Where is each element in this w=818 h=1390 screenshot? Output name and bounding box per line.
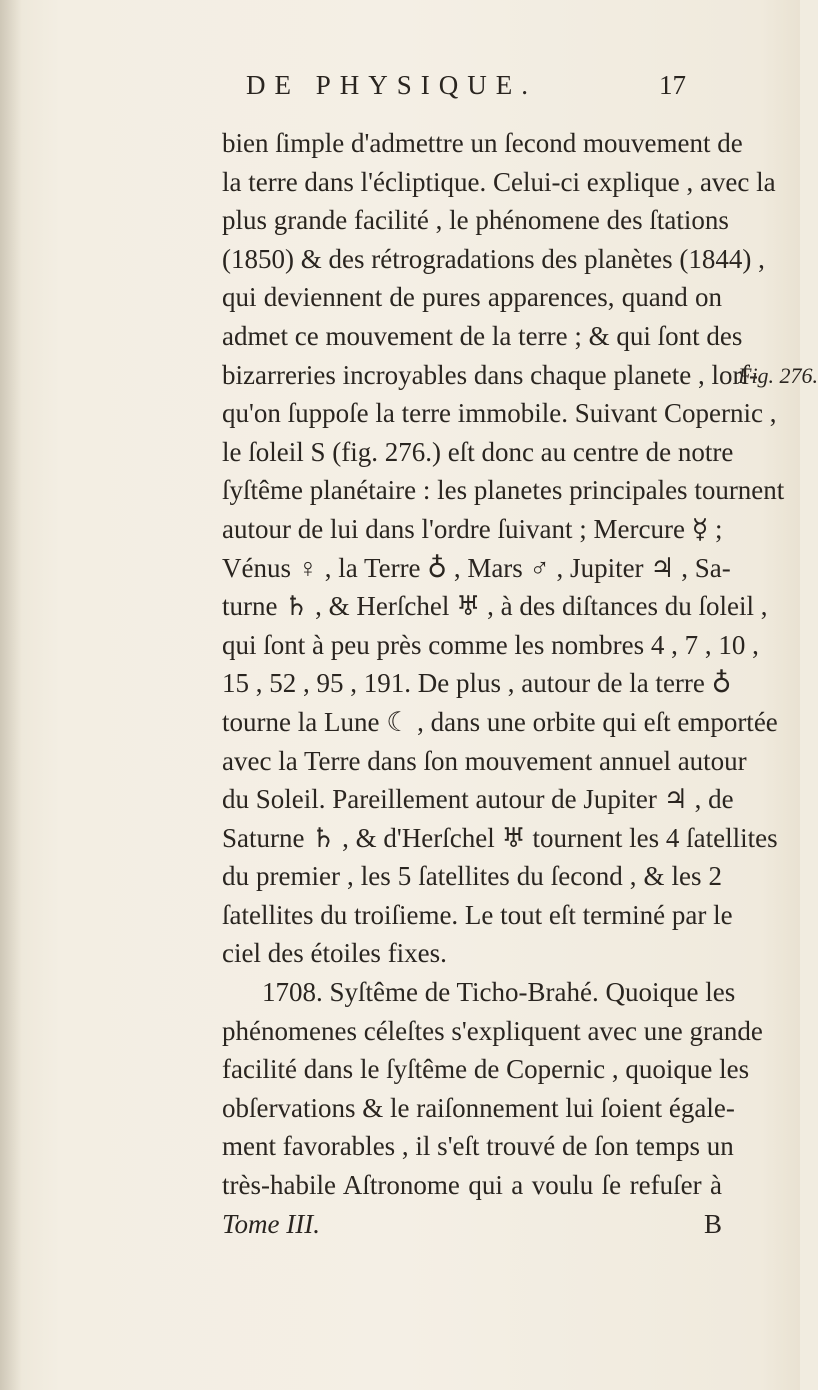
page-footer [222, 1205, 722, 1244]
text-line: tourne la Lune ☾ , dans une orbite qui eſt emportée [222, 706, 778, 737]
text-line: phénomenes céleſtes s'expliquent avec une grande [222, 1015, 763, 1046]
text-line: plus grande facilité , le phénomene des ſtations [222, 205, 729, 236]
text-line: très-habile Aſtronome qui a voulu ſe refuſer à [222, 1170, 722, 1201]
text-line: la terre dans l'écliptique. Celui-ci explique , avec la [222, 166, 776, 197]
text-line: ciel des étoiles fixes. [222, 938, 447, 969]
text-line: le ſoleil S (fig. 276.) eſt donc au centre de notre [222, 436, 734, 467]
margin-figure-reference: Fig. 276. [738, 363, 818, 388]
text-line: qui ſont à peu près comme les nombres 4 , 7 , 10 , [222, 629, 759, 660]
text-line: admet ce mouvement de la terre ; & qui ſont des [222, 320, 743, 351]
text-line: du Soleil. Pareillement autour de Jupiter ♃ , de [222, 784, 734, 815]
text-line: Saturne ♄ , & d'Herſchel ♅ tournent les 4 ſatellites [222, 822, 778, 853]
text-line: ſyſtême planétaire : les planetes principales tournent [222, 475, 785, 506]
text-line: autour de lui dans l'ordre ſuivant ; Mercure ☿ ; [222, 513, 723, 544]
text-line: 15 , 52 , 95 , 191. De plus , autour de la terre ♁ [222, 668, 732, 699]
text-line: facilité dans le ſyſtême de Copernic , quoique les [222, 1054, 750, 1085]
text-line: ſatellites du troiſieme. Le tout eſt terminé par le [222, 899, 733, 930]
text-line: bien ſimple d'admettre un ſecond mouvement de [222, 128, 743, 158]
text-line: turne ♄ , & Herſchel ♅ , à des diſtances du ſoleil , [222, 591, 768, 622]
text-line: obſervations & le raiſonnement lui ſoient égale- [222, 1092, 735, 1123]
volume-label: Tome III. [222, 1208, 320, 1239]
paragraph-heading-line: 1708. Syſtême de Ticho-Brahé. Quoique les [262, 977, 736, 1008]
page-number: 17 [659, 70, 686, 100]
running-head: DE PHYSIQUE. [246, 70, 538, 100]
text-line: (1850) & des rétrogradations des planètes (1844) , [222, 243, 765, 274]
text-line: du premier , les 5 ſatellites du ſecond , & les 2 [222, 861, 722, 892]
text-line: avec la Terre dans ſon mouvement annuel autour [222, 745, 747, 776]
page-header [246, 70, 686, 110]
text-line: qui deviennent de pures apparences, quand on [222, 282, 722, 313]
text-line: qu'on ſuppoſe la terre immobile. Suivant Copernic , [222, 398, 777, 429]
body-text [222, 124, 785, 1243]
text-line: ment favorables , il s'eſt trouvé de ſon temps un [222, 1131, 734, 1162]
signature-mark: B [703, 1208, 722, 1239]
gutter-shadow [0, 0, 22, 1390]
text-line: bizarreries incroyables dans chaque planete , lorſ- [222, 359, 759, 390]
text-line: Vénus ♀ , la Terre ♁ , Mars ♂ , Jupiter ♃ , Sa- [222, 552, 731, 583]
